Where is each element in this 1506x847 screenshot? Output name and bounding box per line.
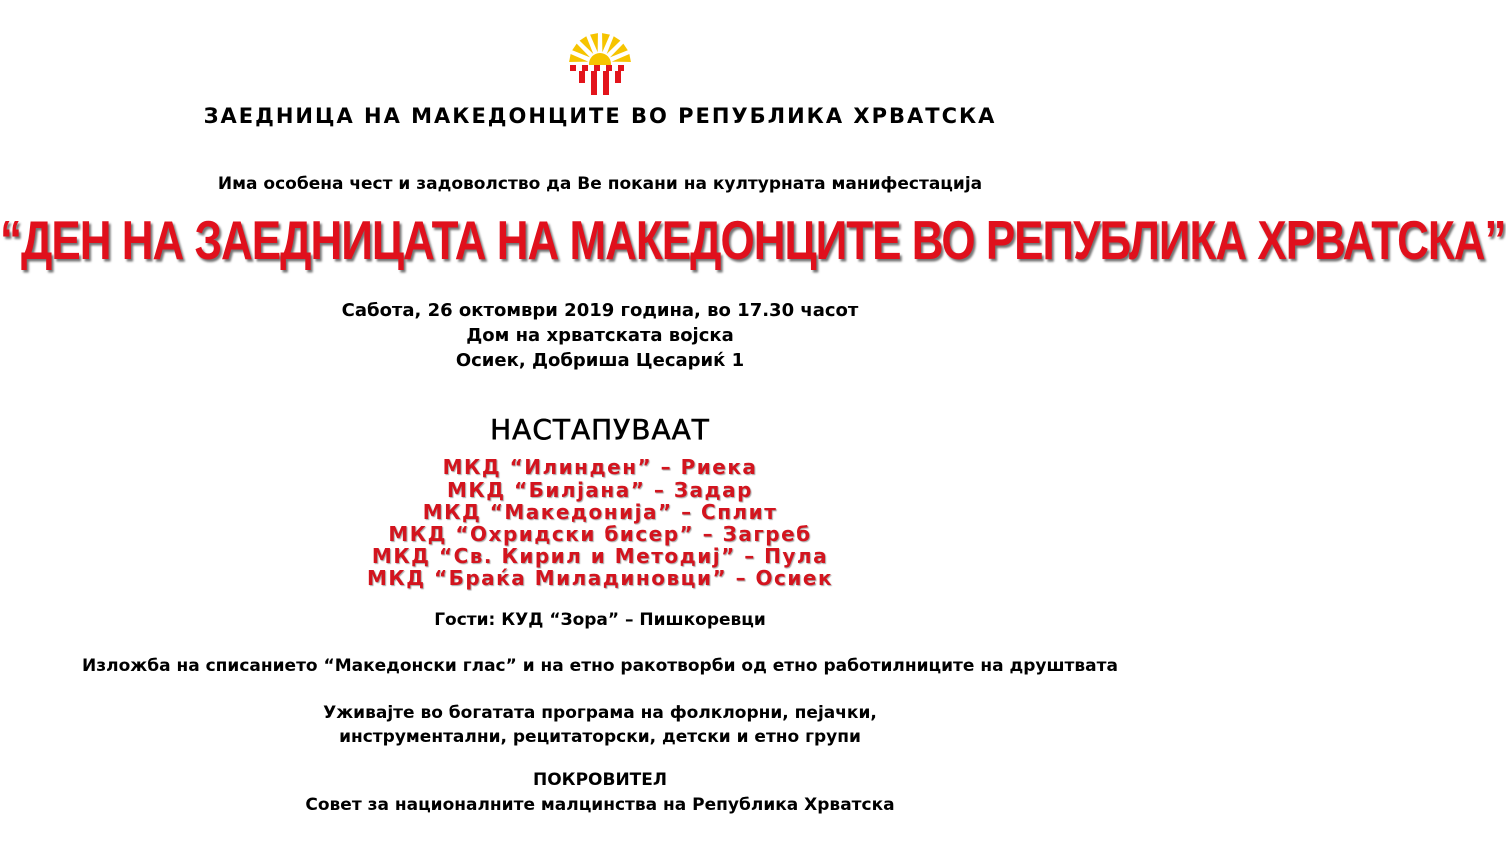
event-address: Осиек, Добриша Цесариќ 1 [455, 350, 745, 371]
guests-line: Гости: КУД “Зора” – Пишкоревци [434, 610, 766, 630]
performer-item: МКД “Охридски бисер” – Загреб [388, 522, 812, 546]
patron-label: ПОКРОВИТЕЛ [533, 770, 667, 790]
sun-checkerboard-logo-icon [568, 32, 632, 96]
patron-name: Совет за националните малцинства на Република Хрватска [305, 795, 895, 815]
performer-item: МКД “Билјана” – Задар [447, 478, 753, 502]
performer-item: МКД “Илинден” – Риека [442, 455, 758, 479]
performer-item: МКД “Браќа Миладиновци” – Осиек [366, 566, 834, 590]
event-date-time: Сабота, 26 октомври 2019 година, во 17.30 часот [341, 300, 859, 321]
program-line-2: инструментални, рецитаторски, детски и етно групи [339, 727, 861, 747]
organization-name: ЗАЕДНИЦА НА МАКЕДОНЦИТЕ ВО РЕПУБЛИКА ХРВАТСКА [203, 104, 997, 128]
program-line-1: Уживајте во богатата програма на фолклорни, пејачки, [323, 703, 877, 723]
performers-heading: НАСТАПУВААТ [490, 413, 710, 446]
invitation-text: Има особена чест и задоволство да Ве покани на културната манифестација [217, 174, 983, 194]
event-title: “ДЕН НА ЗАЕДНИЦАТА НА МАКЕДОНЦИТЕ ВО РЕПУБЛИКА ХРВАТСКА” [0, 210, 1506, 272]
exhibition-line: Изложба на списанието “Македонски глас” и на етно ракотворби од етно работилниците на друштвата [82, 656, 1118, 676]
performer-item: МКД “Св. Кирил и Методиј” – Пула [371, 544, 829, 568]
event-venue: Дом на хрватската војска [466, 325, 734, 346]
performer-item: МКД “Македонија” – Сплит [422, 500, 778, 524]
